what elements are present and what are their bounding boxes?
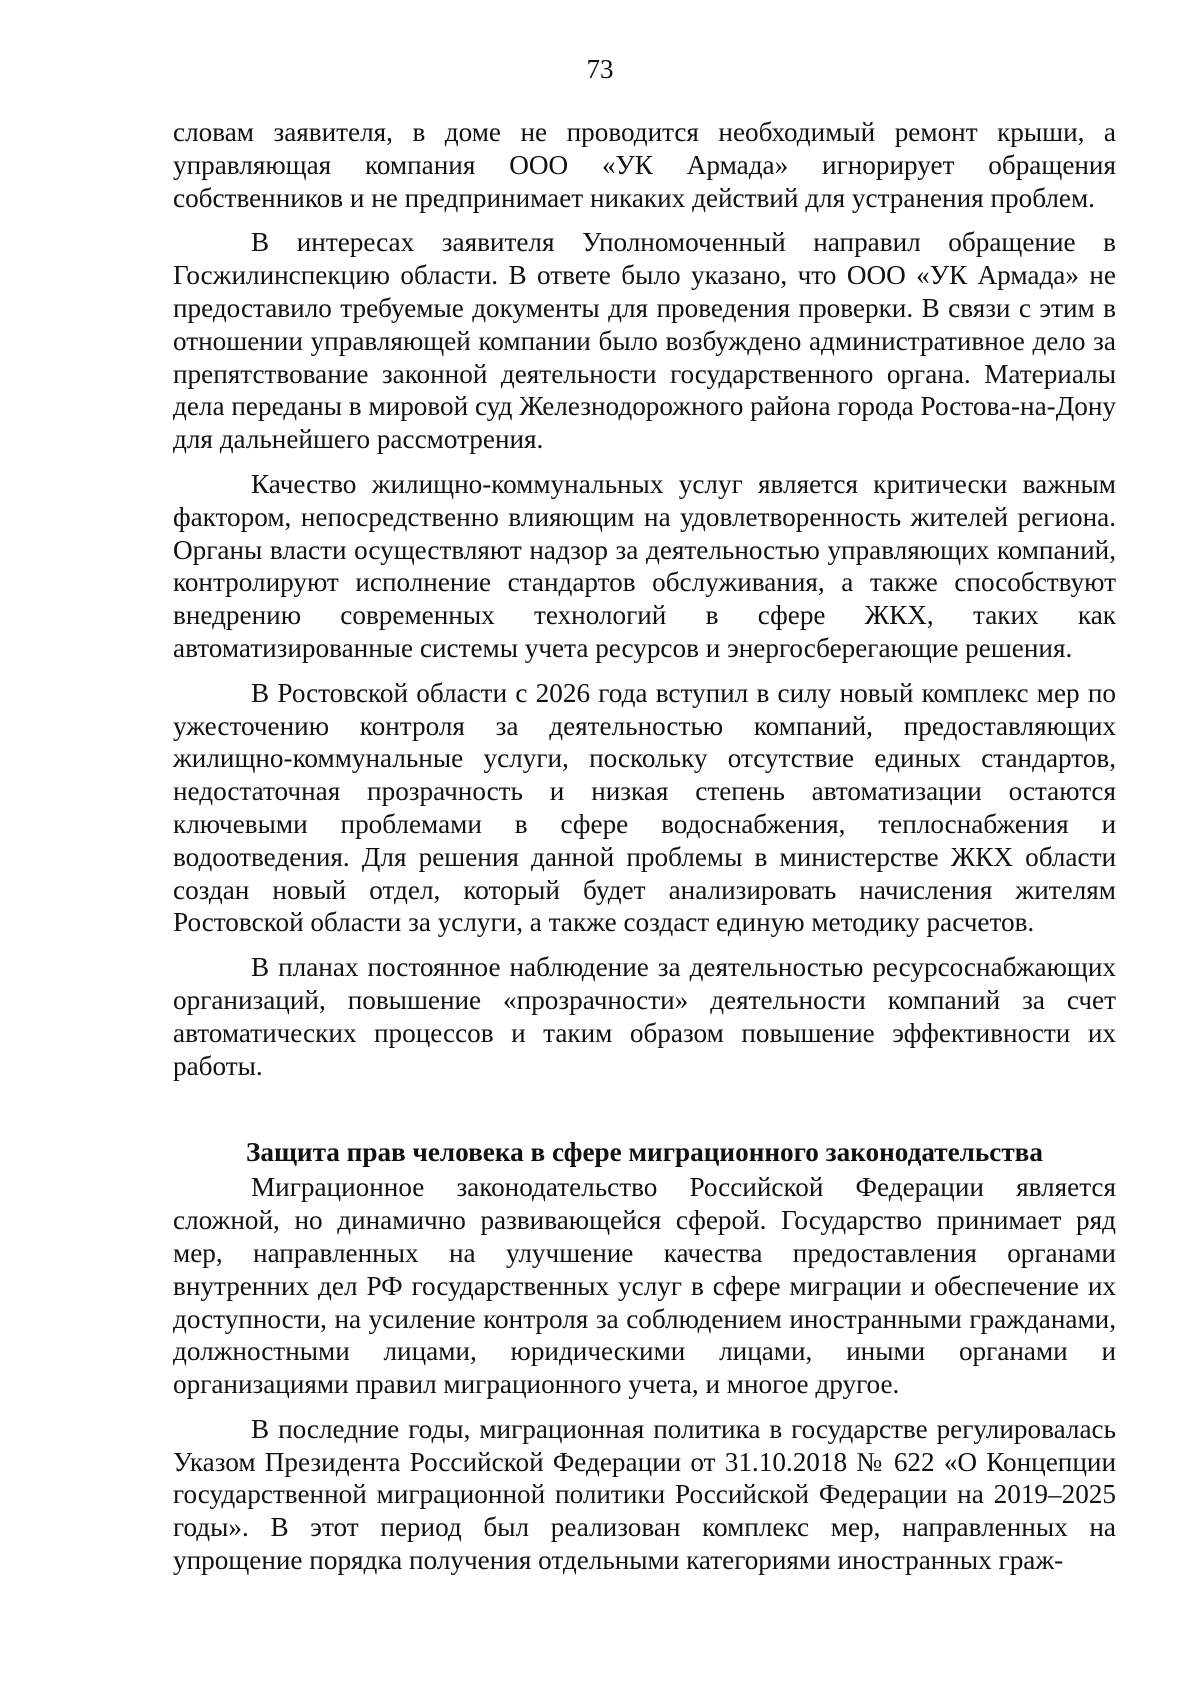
section-paragraph-2: В последние годы, миграционная политика в государстве регулировалась Указом Президента Российской Федерации от 31.10.2018 № 622 «О Концепции государственной миграционной политики Российской Федерации на 2019–2025 годы». В этот период был реализован комплекс мер, направленных на упрощение порядка получения отдельными категориями иностранных граж- [173, 1413, 1116, 1576]
page-number: 73 [586, 54, 614, 84]
section-heading: Защита прав человека в сфере миграционного законодательства [246, 1137, 1043, 1168]
section-paragraph-1: Миграционное законодательство Российской Федерации является сложной, но динамично развивающейся сферой. Государство принимает ряд мер, направленных на улучшение качества предоставления органами внутренних дел РФ государственных услуг в сфере миграции и обеспечение их доступности, на усиление контроля за соблюдением иностранными гражданами, должностными лицами, юридическими лицами, иными органами и организациями правил миграционного учета, и многое другое. [173, 1172, 1116, 1400]
paragraph-2: В интересах заявителя Уполномоченный направил обращение в Госжилинспекцию области. В ответе было указано, что ООО «УК Армада» не предоставило требуемые документы для проведения проверки. В связи с этим в отношении управляющей компании было возбуждено административное дело за препятствование законной деятельности государственного органа. Материалы дела переданы в мировой суд Железнодорожного района города Ростова-на-Дону для дальнейшего рассмотрения. [173, 227, 1116, 455]
paragraph-5: В планах постоянное наблюдение за деятельностью ресурсоснабжающих организаций, повышение «прозрачности» деятельности компаний за счет автоматических процессов и таким образом повышение эффективности их работы. [173, 952, 1116, 1081]
paragraph-1: словам заявителя, в доме не проводится необходимый ремонт крыши, а управляющая компания ООО «УК Армада» игнорирует обращения собственников и не предпринимает никаких действий для устранения проблем. [173, 117, 1116, 213]
paragraph-4: В Ростовской области с 2026 года вступил в силу новый комплекс мер по ужесточению контроля за деятельностью компаний, предоставляющих жилищно-коммунальные услуги, поскольку отсутствие единых стандартов, недостаточная прозрачность и низкая степень автоматизации остаются ключевыми проблемами в сфере водоснабжения, теплоснабжения и водоотведения. Для решения данной проблемы в министерстве ЖКХ области создан новый отдел, который будет анализировать начисления жителям Ростовской области за услуги, а также создаст единую методику расчетов. [173, 677, 1116, 938]
section-spacer [173, 1094, 1116, 1136]
paragraph-3: Качество жилищно-коммунальных услуг является критически важным фактором, непосредственно влияющим на удовлетворенность жителей региона. Органы власти осуществляют надзор за деятельностью управляющих компаний, контролируют исполнение стандартов обслуживания, а также способствуют внедрению современных технологий в сфере ЖКХ, таких как автоматизированные системы учета ресурсов и энергосберегающие решения. [173, 468, 1116, 663]
document-body [173, 116, 1116, 1589]
